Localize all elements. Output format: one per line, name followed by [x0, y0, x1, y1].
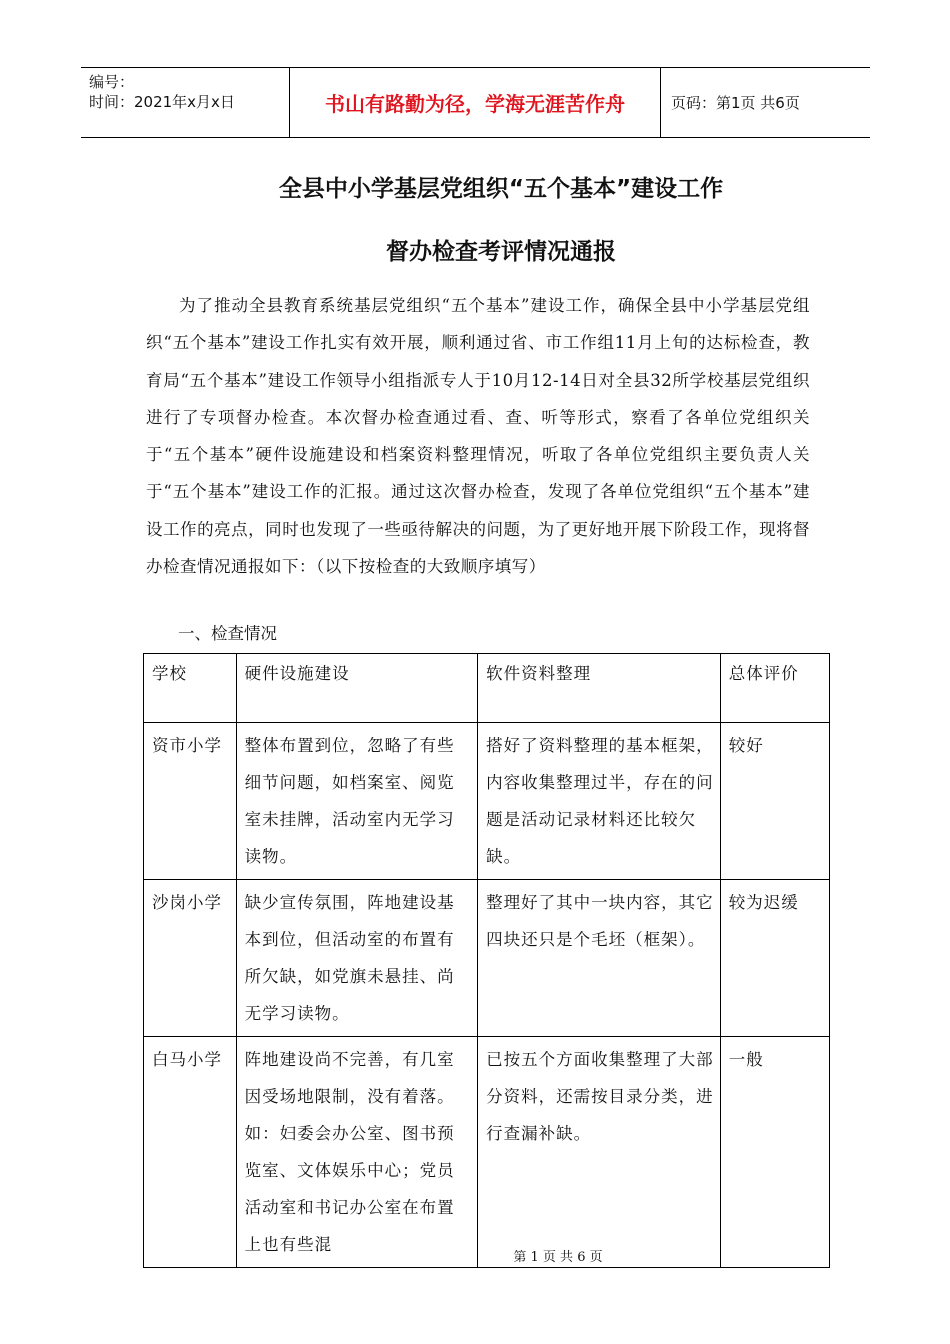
date-label: 时间：2021年x月x日 — [89, 93, 235, 111]
cell-hardware: 缺少宣传氛围，阵地建设基本到位，但活动室的布置有所欠缺，如党旗未悬挂、尚无学习读物。 — [236, 880, 478, 1037]
header-motto: 书山有路勤为径，学海无涯苦作舟 — [290, 68, 661, 137]
cell-evaluation: 较为迟缓 — [720, 880, 829, 1037]
page-footer: 第 1 页 共 6 页 — [513, 1250, 603, 1265]
number-label: 编号： — [89, 73, 135, 91]
document-title-line2: 督办检查考评情况通报 — [386, 239, 616, 265]
table-row — [144, 723, 830, 880]
cell-software: 整理好了其中一块内容，其它四块还只是个毛坯（框架）。 — [478, 880, 721, 1037]
header-cell-school: 学校 — [144, 654, 237, 723]
cell-evaluation: 一般 — [720, 1037, 829, 1268]
table-row — [144, 880, 830, 1037]
page-header — [81, 67, 870, 138]
cell-school: 白马小学 — [144, 1037, 237, 1268]
cell-software: 搭好了资料整理的基本框架，内容收集整理过半，存在的问题是活动记录材料还比较欠缺。 — [478, 723, 721, 880]
intro-paragraph: 为了推动全县教育系统基层党组织“五个基本”建设工作，确保全县中小学基层党组织“五个基本”建设工作扎实有效开展，顺利通过省、市工作组11月上旬的达标检查，教育局“五个基本”建设工作领导小组指派专人于10月12-14日对全县32所学校基层党组织进行了专项督办检查。本次督办检查通过看、查、听等形式，察看了各单位党组织关于“五个基本”硬件设施建设和档案资料整理情况，听取了各单位党组织主要负责人关于“五个基本”建设工作的汇报。通过这次督办检查，发现了各单位党组织“五个基本”建设工作的亮点，同时也发现了一些亟待解决的问题，为了更好地开展下阶段工作，现将督办检查情况通报如下：（以下按检查的大致顺序填写） — [146, 296, 810, 577]
cell-hardware: 阵地建设尚不完善，有几室因受场地限制，没有着落。如：妇委会办公室、图书预览室、文体娱乐中心；党员活动室和书记办公室在布置上也有些混 — [236, 1037, 478, 1268]
cell-school: 沙岗小学 — [144, 880, 237, 1037]
cell-school: 资市小学 — [144, 723, 237, 880]
inspection-table — [143, 653, 830, 1268]
table-row — [144, 1037, 830, 1268]
table-header-row — [144, 654, 830, 723]
cell-hardware: 整体布置到位，忽略了有些细节问题，如档案室、阅览室未挂牌，活动室内无学习读物。 — [236, 723, 478, 880]
document-title-line1: 全县中小学基层党组织“五个基本”建设工作 — [278, 176, 724, 202]
header-meta — [81, 68, 290, 137]
cell-evaluation: 较好 — [720, 723, 829, 880]
header-cell-software: 软件资料整理 — [478, 654, 721, 723]
cell-software: 已按五个方面收集整理了大部分资料，还需按目录分类，进行查漏补缺。 — [478, 1037, 721, 1268]
section-heading: 一、检查情况 — [178, 624, 277, 643]
header-page-info: 页码：第1页 共6页 — [671, 94, 800, 112]
header-cell-evaluation: 总体评价 — [720, 654, 829, 723]
header-cell-hardware: 硬件设施建设 — [236, 654, 478, 723]
